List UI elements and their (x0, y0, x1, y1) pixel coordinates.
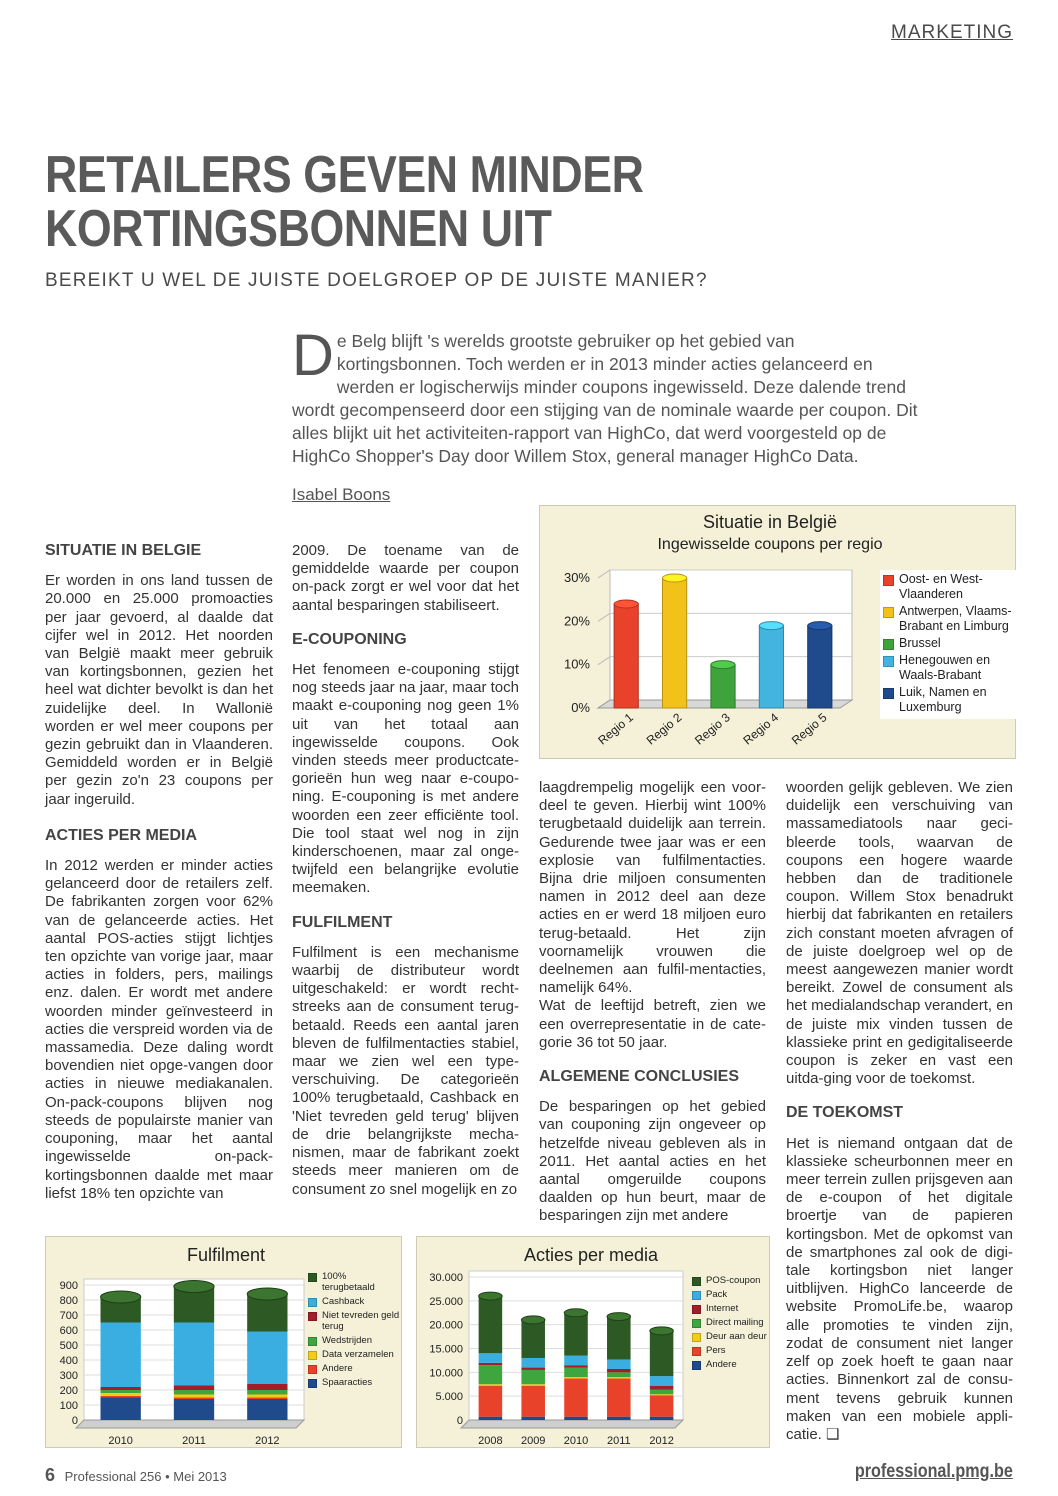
legend-swatch (308, 1298, 317, 1307)
page-number: 6 (45, 1465, 56, 1485)
legend-item (692, 1303, 768, 1314)
paragraph: In 2012 werden er minder acties gelanceerd door de retailers zelf. De fabrikanten zorgen voor 62% van de gelanceerde acties. Het aantal POS-acties stijgt lichtjes ten opzichte van vorige jaar, maar acties in folders, pers, mailings enz. dalen. Er wordt met andere woorden minder geïnvesteerd in acties die verspreid worden via de massamedia. Deze daling wordt bovendien niet opge-vangen door acties in nieuwe mediakanalen. On-pack-coupons blijven nog steeds de populairste manier van couponing, maar het aantal ingewisselde on-pack-kortingsbonnen daalde met maar liefst 18% ten opzichte van (45, 857, 273, 1202)
chart-title: Fulfilment (186, 1245, 266, 1265)
gridline (598, 657, 610, 665)
y-tick-label: 5.000 (435, 1391, 463, 1404)
bar-segment (564, 1377, 588, 1378)
x-tick-label: Regio 5 (788, 710, 830, 748)
bar-segment (101, 1387, 141, 1390)
chart-fulfilment-plot (46, 1237, 306, 1447)
legend-item (692, 1289, 768, 1300)
legend-swatch (883, 656, 894, 667)
bar-segment (564, 1379, 588, 1417)
legend-swatch (883, 575, 894, 586)
bar-segment (101, 1323, 141, 1388)
bar-segment (607, 1379, 631, 1417)
bar-top (607, 1313, 631, 1321)
legend-swatch (692, 1319, 701, 1328)
bar-segment (174, 1398, 214, 1400)
y-tick-label: 20% (563, 613, 590, 629)
bar-top (174, 1281, 214, 1293)
bar-top (521, 1316, 545, 1324)
bar-segment (479, 1417, 503, 1420)
heading-acties: ACTIES PER MEDIA (45, 826, 198, 844)
legend-label: Spaaracties (322, 1377, 373, 1388)
y-tick-label: 10% (563, 656, 590, 672)
bar-top (101, 1291, 141, 1303)
y-tick-label: 10.000 (429, 1367, 463, 1380)
y-tick-label: 30.000 (429, 1272, 463, 1284)
y-tick-label: 500 (59, 1340, 78, 1352)
bar-segment (564, 1368, 588, 1378)
legend-item (692, 1275, 768, 1286)
legend-label: Pack (706, 1289, 728, 1300)
legend-swatch (883, 688, 894, 699)
bar-top (711, 661, 735, 669)
bar-segment (607, 1377, 631, 1378)
legend-label: Henegouwen en Waals-Brabant (899, 653, 991, 682)
bar-segment (607, 1372, 631, 1377)
legend-label: 100% terugbetaald (322, 1271, 375, 1293)
chart-regions-legend (880, 570, 1018, 719)
bar-segment (521, 1370, 545, 1384)
paragraph: woorden gelijk gebleven. We zien duidelijk een verschuiving van massamediatools naar geci-bleerde tools, waarvan de coupons een hogere waarde hebben dan de traditionele coupon. Willem Stox benadrukt hierbij dat fabrikanten en retailers zich constant moeten afvragen of de juiste doelgroep wel op de meest aangewezen manier wordt bereikt. Zowel de consument als het medialandschap verandert, en de juiste mix vinden tussen de klassieke print en gedigitaliseerde coupon is zeker en vast een uitda-ging voor de toekomst. (786, 779, 1013, 1088)
column-4 (786, 779, 1013, 1444)
bar (759, 626, 783, 708)
bar-segment (650, 1376, 674, 1386)
bar-segment (521, 1417, 545, 1420)
bar-segment (174, 1386, 214, 1391)
bar-segment (479, 1363, 503, 1365)
legend-label: Andere (322, 1363, 353, 1374)
bar-segment (247, 1384, 287, 1390)
bar-top (614, 600, 638, 608)
paragraph: Fulfilment is een mechanisme waarbij de distributeur wordt uitgeschakeld: er wordt recht-streeks aan de consument terug-betaald. Reeds een aantal jaren bleven de fulfilmentacties stabiel, maar we zien wel een type-verschuiving. De categorieën 100% terugbetaald, Cashback en 'Niet tevreden geld terug' blijven de drie belangrijkste mecha-nismen, maar de fabrikant zoekt steeds meer manieren om de consument zo snel mogelijk en zo (292, 943, 519, 1198)
legend-swatch (308, 1273, 317, 1282)
issue-info: Professional 256 • Mei 2013 (64, 1469, 227, 1484)
legend-label: Brussel (899, 636, 941, 650)
x-tick-label: Regio 1 (595, 710, 636, 748)
y-tick-label: 0% (571, 700, 590, 715)
y-tick-label: 900 (59, 1280, 78, 1292)
bar-segment (564, 1417, 588, 1420)
subheadline: BEREIKT U WEL DE JUISTE DOELGROEP OP DE JUISTE MANIER? (45, 270, 708, 291)
y-tick-label: 0 (71, 1415, 78, 1427)
bar-segment (479, 1386, 503, 1417)
legend-swatch (308, 1351, 317, 1360)
bar-segment (650, 1331, 674, 1376)
chart-regions (539, 505, 1016, 759)
legend-label: Andere (706, 1359, 737, 1370)
y-tick-label: 200 (59, 1385, 78, 1397)
gridline (598, 613, 610, 621)
bar-segment (521, 1368, 545, 1370)
x-tick-label: 2011 (182, 1435, 206, 1447)
bar-segment (174, 1395, 214, 1398)
bar-segment (650, 1394, 674, 1395)
legend-swatch (692, 1277, 701, 1286)
chart-regions-plot (540, 558, 870, 758)
legend-swatch (308, 1379, 317, 1388)
bar (808, 626, 832, 708)
x-tick-label: 2012 (649, 1435, 674, 1447)
legend-label: Deur aan deur (706, 1331, 767, 1342)
bar-segment (564, 1356, 588, 1366)
legend-label: Wedstrijden (322, 1335, 372, 1346)
legend-swatch (692, 1347, 701, 1356)
y-tick-label: 15.000 (429, 1343, 463, 1356)
y-tick-label: 800 (59, 1295, 78, 1307)
bar-top (650, 1327, 674, 1335)
bar-segment (101, 1390, 141, 1393)
bar-segment (174, 1399, 214, 1420)
bar-top (808, 622, 832, 630)
chart-regions-subtitle: Ingewisselde coupons per regio (657, 536, 883, 553)
bar-segment (650, 1417, 674, 1420)
paragraph: De besparingen op het gebied van couponing zijn ongeveer op hetzelfde niveau gebleven als in 2011. Het aantal acties en het aantal omgeruilde coupons daalden op hun beurt, maar de besparingen zijn met andere (539, 1098, 766, 1225)
bar-segment (101, 1393, 141, 1396)
legend-item (308, 1377, 400, 1388)
legend-item (692, 1317, 768, 1328)
heading-conclusies: ALGEMENE CONCLUSIES (539, 1068, 740, 1086)
footer-left (45, 1465, 227, 1486)
chart-media-legend (692, 1275, 768, 1373)
legend-label: Antwerpen, Vlaams-Brabant en Limburg (899, 604, 1012, 633)
legend-label: Internet (706, 1303, 739, 1314)
legend-label: Oost- en West-Vlaanderen (899, 572, 983, 601)
section-tag: MARKETING (891, 22, 1013, 43)
legend-swatch (883, 607, 894, 618)
column-3 (539, 779, 766, 1226)
legend-item (692, 1345, 768, 1356)
bar-segment (521, 1320, 545, 1358)
legend-item (692, 1359, 768, 1370)
legend-swatch (883, 639, 894, 650)
bar-segment (247, 1398, 287, 1400)
bar-segment (521, 1386, 545, 1417)
legend-item (308, 1271, 400, 1293)
chart-regions-title: Situatie in België (702, 512, 838, 532)
y-tick-label: 25.000 (429, 1295, 463, 1308)
bar-segment (247, 1332, 287, 1385)
lead-paragraph (292, 323, 922, 468)
legend-item (308, 1349, 400, 1360)
bar-top (479, 1292, 503, 1300)
bar (614, 604, 638, 708)
chart-media (416, 1236, 770, 1448)
y-tick-label: 700 (59, 1310, 78, 1322)
bar-segment (479, 1353, 503, 1363)
y-tick-label: 100 (59, 1400, 78, 1412)
y-tick-label: 30% (563, 570, 590, 585)
headline-line-2: KORTINGSBONNEN UIT (45, 200, 552, 258)
paragraph: 2009. De toename van de gemiddelde waarde per coupon on-pack zorgt er wel voor dat het aantal besparingen stabiliseert. (292, 542, 519, 614)
legend-swatch (308, 1365, 317, 1374)
bar-segment (607, 1417, 631, 1420)
heading-ecouponing: E-COUPONING (292, 630, 407, 648)
x-tick-label: 2012 (255, 1435, 280, 1447)
bar-segment (479, 1296, 503, 1353)
legend-item (883, 685, 1015, 715)
bar-segment (650, 1389, 674, 1394)
legend-item (308, 1310, 400, 1332)
bar-segment (479, 1384, 503, 1385)
legend-label: Cashback (322, 1296, 365, 1307)
bar-segment (479, 1365, 503, 1384)
bar-segment (564, 1313, 588, 1356)
paragraph: Er worden in ons land tussen de 20.000 en 25.000 promoacties per jaar gevoerd, al daalde dat cijfer wel in 2012. Het noorden van België maakt meer gebruik van kortingsbonnen, gezien het heel wat dichter bevolkt is dan het zuidelijke deel. In Wallonië worden er wel meer coupons per gezin gebruikt dan in Vlaanderen. Gemiddeld worden er in België per gezin zo'n 23 coupons per jaar ingeruild. (45, 572, 273, 808)
bar-segment (650, 1386, 674, 1390)
legend-item (692, 1331, 768, 1342)
y-tick-label: 20.000 (429, 1319, 463, 1332)
bar-top (564, 1309, 588, 1317)
bar-segment (247, 1399, 287, 1420)
legend-item (308, 1363, 400, 1374)
bar-segment (607, 1369, 631, 1372)
legend-swatch (692, 1333, 701, 1342)
x-tick-label: Regio 2 (643, 710, 685, 748)
x-tick-label: 2009 (520, 1435, 546, 1447)
paragraph: Wat de leeftijd betreft, zien we een overrepresentatie in de cate-gorie 36 tot 50 jaar. (539, 997, 766, 1051)
x-tick-label: Regio 3 (692, 710, 733, 748)
bar-segment (521, 1358, 545, 1368)
legend-swatch (692, 1291, 701, 1300)
plot-floor (461, 1420, 683, 1428)
bar-top (247, 1288, 287, 1300)
bar-segment (607, 1317, 631, 1360)
chart-media-plot (417, 1237, 687, 1447)
legend-label: Niet tevreden geld terug (322, 1310, 400, 1332)
drop-cap: D (292, 323, 334, 388)
legend-item (883, 572, 1015, 602)
paragraph: Het is niemand ontgaan dat de klassieke scheurbonnen meer en meer terrein zullen prijsgeven aan de e-coupon of het digitale broertje van de papieren kortingsbon. Met de opkomst van de smartphones zal ook de digi-tale kortingsbon niet langer uitblijven. HighCo lanceerde de website PromoLife.be, waarop alle promoties te vinden zijn, zodat de consument niet langer zelf op zoek hoeft te gaan naar acties. Binnenkort zal de consu-ment tevens gebruik kunnen maken van een mobiele appli-catie. ❑ (786, 1134, 1013, 1443)
bar-segment (650, 1395, 674, 1416)
heading-fulfilment: FULFILMENT (292, 913, 393, 931)
bar-segment (607, 1359, 631, 1369)
legend-item (308, 1296, 400, 1307)
bar-top (663, 574, 687, 582)
legend-label: Pers (706, 1345, 726, 1356)
bar (663, 578, 687, 708)
bar-segment (247, 1395, 287, 1398)
y-tick-label: 300 (59, 1370, 78, 1382)
heading-toekomst: DE TOEKOMST (786, 1104, 904, 1122)
x-tick-label: 2011 (606, 1435, 631, 1447)
legend-item (883, 653, 1015, 683)
legend-label: Data verzamelen (322, 1349, 394, 1360)
chart-title: Acties per media (523, 1245, 659, 1265)
bar-segment (564, 1365, 588, 1367)
bar-segment (174, 1323, 214, 1386)
paragraph: laagdrempelig mogelijk een voor-deel te geven. Hierbij wint 100% terugbetaald duidelijk aan terrein. Gedurende twee jaar was er een explosie van fulfilmentacties. Bijna drie miljoen consumenten namen in 2012 deel aan deze acties en er werd 18 miljoen euro terug-betaald. Het zijn voornamelijk vrouwen die deelnemen aan fulfil-mentacties, namelijk 64%. (539, 779, 766, 997)
plot-floor (76, 1420, 304, 1428)
bar-segment (174, 1390, 214, 1395)
x-tick-label: Regio 4 (740, 710, 782, 748)
byline: Isabel Boons (292, 485, 391, 504)
legend-item (883, 604, 1015, 634)
y-tick-label: 400 (59, 1355, 78, 1367)
bar-segment (101, 1396, 141, 1398)
website-link[interactable]: professional.pmg.be (855, 1461, 1013, 1482)
lead-text: e Belg blijft 's werelds grootste gebruiker op het gebied van kortingsbonnen. Toch werden er in 2013 minder acties gelanceerd en werden er logischerwijs minder coupons ingewisseld. Deze dalende trend wordt gecompenseerd door een stijging van de nominale waarde per coupon. Dit alles blijkt uit het activiteiten-rapport van HighCo, dat werd voorgesteld op de HighCo Shopper's Day door Willem Stox, general manager HighCo Data. (292, 331, 918, 466)
y-tick-label: 0 (456, 1415, 463, 1427)
legend-swatch (692, 1305, 701, 1314)
column-2 (292, 542, 519, 1199)
headline-line-1: RETAILERS GEVEN MINDER (45, 146, 644, 204)
legend-label: POS-coupon (706, 1275, 761, 1286)
x-tick-label: 2010 (108, 1435, 133, 1447)
column-1 (45, 526, 273, 1203)
chart-fulfilment-legend (308, 1271, 400, 1391)
chart-fulfilment (45, 1236, 402, 1448)
paragraph: Het fenomeen e-couponing stijgt nog steeds jaar na jaar, maar toch maakt e-couponing nog geen 1% uit van het totaal aan ingewisselde coupons. Ook vinden steeds meer productcate-gorieën hun weg naar e-coupo-ning. E-couponing is met andere woorden een zeer efficiënte tool. Die tool staat wel nog in zijn kinderschoenen, maar zal onge-twijfeld een belangrijke evolutie meemaken. (292, 661, 519, 897)
legend-swatch (692, 1361, 701, 1370)
bar-top (759, 622, 783, 630)
legend-item (883, 636, 1015, 651)
bar (711, 665, 735, 708)
legend-swatch (308, 1337, 317, 1346)
legend-label: Direct mailing (706, 1317, 764, 1328)
x-tick-label: 2008 (478, 1435, 503, 1447)
bar-segment (521, 1384, 545, 1385)
y-tick-label: 600 (59, 1325, 78, 1337)
legend-label: Luik, Namen en Luxemburg (899, 685, 987, 714)
bar-segment (101, 1398, 141, 1421)
x-tick-label: 2010 (563, 1435, 589, 1447)
heading-situatie: SITUATIE IN BELGIE (45, 542, 202, 559)
bar-segment (247, 1390, 287, 1395)
headline (45, 148, 647, 256)
legend-swatch (308, 1312, 317, 1321)
legend-item (308, 1335, 400, 1346)
gridline (598, 570, 610, 578)
